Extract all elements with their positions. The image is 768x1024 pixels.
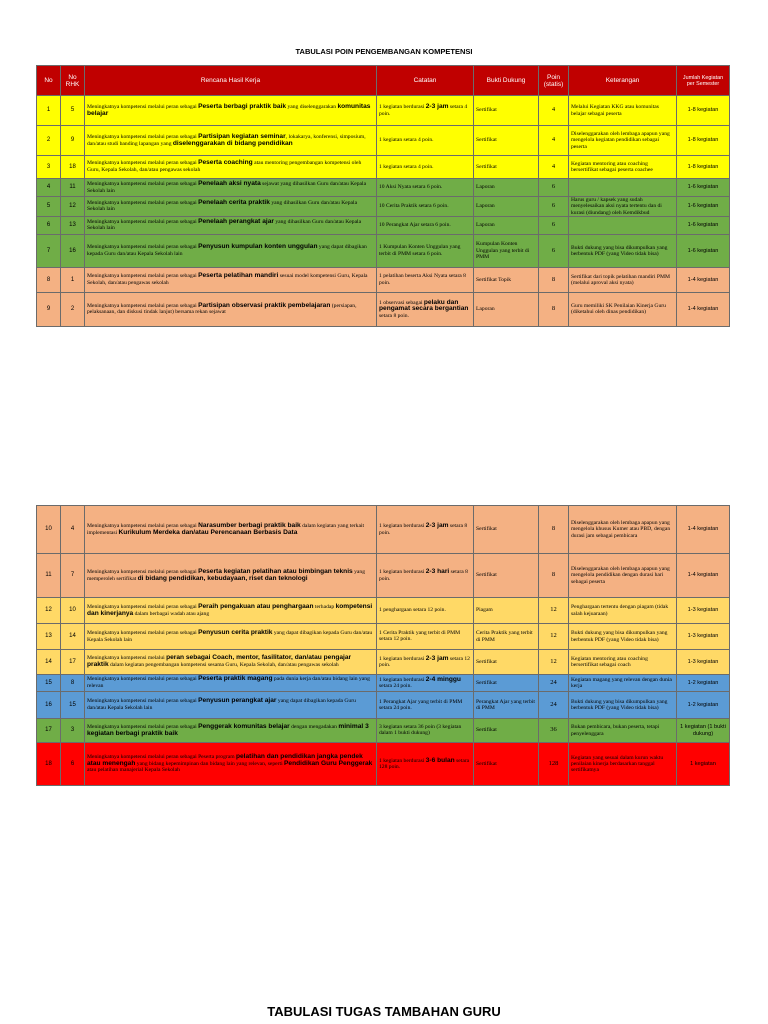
- row-rhk-number: 16: [61, 234, 85, 267]
- jumlah-kegiatan-cell: 1-6 kegiatan: [677, 216, 730, 234]
- catatan-text: setara 4 poin.: [379, 104, 468, 117]
- poin-cell: 4: [539, 96, 569, 126]
- rencana-text: Meningkatnya kompetensi melalui peran sebagai Peserta program: [87, 754, 236, 761]
- table-row: [37, 156, 730, 179]
- jumlah-kegiatan-cell: 1-4 kegiatan: [677, 292, 730, 326]
- catatan-cell: [377, 554, 474, 598]
- table-row: [37, 126, 730, 156]
- rencana-hasil-kerja-cell: [85, 554, 377, 598]
- keterangan-cell: Diselenggarakan oleh lembaga apapun yang mengelola khusus Kumer atau PBD, dengan durasi jam sebagai pembicara: [569, 506, 677, 554]
- row-number: 5: [37, 197, 61, 217]
- row-rhk-number: 11: [61, 179, 85, 197]
- row-rhk-number: 15: [61, 692, 85, 719]
- catatan-cell: [377, 624, 474, 650]
- rencana-emphasis: Peserta praktik magang: [198, 675, 273, 683]
- catatan-cell: [377, 292, 474, 326]
- rencana-emphasis: kompetensi dan kinerjanya: [87, 602, 373, 617]
- rencana-emphasis: Peserta coaching: [198, 159, 253, 167]
- row-number: 7: [37, 234, 61, 267]
- rencana-emphasis: Peserta pelatihan mandiri: [198, 272, 279, 280]
- rencana-emphasis: komunitas belajar: [87, 102, 371, 117]
- poin-cell: 8: [539, 506, 569, 554]
- jumlah-kegiatan-cell: 1-4 kegiatan: [677, 554, 730, 598]
- table-row: [37, 234, 730, 267]
- header-rencana: Rencana Hasil Kerja: [85, 66, 377, 96]
- rencana-text: , lokakarya, konferensi, simposium, dan/atau studi banding lapangan yang: [87, 133, 366, 147]
- catatan-cell: [377, 743, 474, 786]
- bukti-dukung-cell: Sertifikat: [474, 719, 539, 743]
- table-row: [37, 598, 730, 624]
- footer-title: TABULASI TUGAS TAMBAHAN GURU: [267, 1004, 501, 1019]
- catatan-text: setara 8 poin.: [379, 523, 468, 536]
- table-row: [37, 96, 730, 126]
- jumlah-kegiatan-cell: 1-2 kegiatan: [677, 675, 730, 692]
- row-rhk-number: 12: [61, 197, 85, 217]
- catatan-cell: [377, 650, 474, 675]
- keterangan-cell: Kegiatan mentoring atau coaching bersertifikat sebagai peserta coachee: [569, 156, 677, 179]
- row-number: 12: [37, 598, 61, 624]
- rencana-emphasis: Narasumber berbagi praktik baik: [198, 521, 301, 529]
- poin-cell: 12: [539, 624, 569, 650]
- catatan-text: 1 kegiatan berdurasi: [379, 569, 426, 576]
- rencana-text: Meningkatnya kompetensi melalui peran sebagai: [87, 160, 199, 167]
- row-number: 13: [37, 624, 61, 650]
- poin-cell: 36: [539, 719, 569, 743]
- catatan-text: 1 Kumpulan Konten Unggulan yang terbit di PMM setara 6 poin.: [379, 244, 461, 257]
- catatan-cell: [377, 216, 474, 234]
- rencana-text: dalam kegiatan yang terkait implementasi: [87, 522, 365, 536]
- table-row: [37, 216, 730, 234]
- catatan-cell: [377, 719, 474, 743]
- rencana-text: Meningkatnya kompetensi melalui peran sebagai: [87, 723, 199, 730]
- catatan-cell: [377, 179, 474, 197]
- header-catatan: Catatan: [377, 66, 474, 96]
- rencana-text: atau mentoring pengembangan kompetensi oleh Guru, Kepala Sekolah, dan/atau pengawas sekolah: [87, 160, 362, 173]
- rencana-text: yang dihasilkan Guru dan/atau Kepala Sekolah lain: [87, 199, 358, 213]
- catatan-text: 10 Cerita Praktik setara 6 poin.: [379, 203, 449, 210]
- rencana-text: Meningkatnya kompetensi melalui peran sebagai: [87, 522, 199, 529]
- rencana-hasil-kerja-cell: [85, 197, 377, 217]
- poin-cell: 24: [539, 692, 569, 719]
- rencana-emphasis: diselenggarakan di bidang pendidikan: [172, 139, 293, 147]
- keterangan-cell: Melalui Kegiatan KKG atau komunitas belajar sebagai peserta: [569, 96, 677, 126]
- row-rhk-number: 3: [61, 719, 85, 743]
- keterangan-cell: Kegiatan mentoring atau coaching bersertifikat sebagai coach: [569, 650, 677, 675]
- catatan-text: setara 8 poin.: [379, 569, 468, 582]
- rencana-hasil-kerja-cell: [85, 650, 377, 675]
- rencana-emphasis: Penyusun cerita praktik: [198, 628, 273, 636]
- poin-cell: 24: [539, 675, 569, 692]
- rencana-text: yang dapat dibagikan kepada Guru dan/atau Kepala Sekolah lain: [87, 629, 373, 643]
- rencana-hasil-kerja-cell: [85, 624, 377, 650]
- rencana-hasil-kerja-cell: [85, 292, 377, 326]
- row-rhk-number: 10: [61, 598, 85, 624]
- catatan-text: 1 observasi sebagai: [379, 299, 424, 306]
- keterangan-cell: Diselenggarakan oleh lembaga apapun yang mengelola kegiatan pendidikan sebagai peserta: [569, 126, 677, 156]
- rencana-hasil-kerja-cell: [85, 234, 377, 267]
- header-no-rhk: No RHK: [61, 66, 85, 96]
- table-row: [37, 179, 730, 197]
- rencana-text: yang dihasilkan Guru dan/atau Kepala Sekolah lain: [87, 218, 362, 232]
- row-rhk-number: 7: [61, 554, 85, 598]
- row-rhk-number: 1: [61, 267, 85, 292]
- keterangan-cell: Bukti dukung yang bisa dikumpulkan yang berbentuk PDF (yang Video tidak bisa): [569, 692, 677, 719]
- rencana-hasil-kerja-cell: [85, 675, 377, 692]
- table-row: [37, 197, 730, 217]
- row-number: 2: [37, 126, 61, 156]
- row-number: 9: [37, 292, 61, 326]
- table-row: [37, 675, 730, 692]
- rencana-text: Meningkatnya kompetensi melalui peran sebagai: [87, 273, 199, 280]
- keterangan-cell: Kegiatan yang sesuai dalam kurun waktu penilaian kinerja berdasarkan tanggal sertifikatnya: [569, 743, 677, 786]
- rencana-hasil-kerja-cell: [85, 506, 377, 554]
- rencana-emphasis: Peserta kegiatan pelatihan atau bimbingan teknis: [198, 567, 353, 575]
- catatan-cell: [377, 675, 474, 692]
- table-row: [37, 743, 730, 786]
- catatan-text: setara 8 poin.: [379, 312, 409, 319]
- rencana-text: atau pelatihan manajerial Kepala Sekolah: [87, 767, 180, 774]
- catatan-text: 3 kegiatan setara 36 poin (3 kegiatan dalam 1 bukti dukung): [379, 724, 462, 737]
- header-poin: Poin (statis): [539, 66, 569, 96]
- rencana-text: (persiapan, pelaksanaan, dan diskusi tindak lanjut) bersama rekan sejawat: [87, 302, 357, 316]
- rencana-emphasis: Pendidikan Guru Penggerak: [284, 759, 373, 767]
- table-row: [37, 267, 730, 292]
- rencana-hasil-kerja-cell: [85, 743, 377, 786]
- bukti-dukung-cell: Laporan: [474, 197, 539, 217]
- rencana-text: Meningkatnya kompetensi melalui peran sebagai: [87, 199, 199, 206]
- catatan-text: 1 Perangkat Ajar yang terbit di PMM setara 24 poin.: [379, 698, 463, 711]
- table-row: [37, 692, 730, 719]
- catatan-emphasis: 2-3 jam: [425, 522, 449, 530]
- rencana-text: Meningkatnya kompetensi melalui peran sebagai: [87, 302, 199, 309]
- catatan-cell: [377, 197, 474, 217]
- poin-cell: 4: [539, 156, 569, 179]
- rencana-emphasis: Penelaah perangkat ajar: [198, 217, 274, 225]
- rencana-text: yang memperoleh sertifikat: [87, 568, 365, 582]
- row-rhk-number: 14: [61, 624, 85, 650]
- table-row: [37, 624, 730, 650]
- catatan-emphasis: 2-3 jam: [425, 654, 449, 662]
- rencana-text: dalam kegiatan pengembangan kompetensi sesama Guru, Kepala Sekolah, dan/atau pengawas sekolah: [108, 662, 339, 668]
- bukti-dukung-cell: Sertifikat Topik: [474, 267, 539, 292]
- row-rhk-number: 5: [61, 96, 85, 126]
- catatan-text: setara 128 poin.: [379, 757, 470, 771]
- poin-cell: 12: [539, 598, 569, 624]
- rencana-text: sesuai model kompetensi Guru, Kepala Sekolah, dan/atau pengawas sekolah: [87, 273, 368, 286]
- keterangan-cell: Diselenggarakan oleh lembaga apapun yang mengelola pendidikan dengan durasi hari sebagai peserta: [569, 554, 677, 598]
- catatan-emphasis: pelaku dan pengamat secara bergantian: [379, 298, 469, 313]
- keterangan-cell: Bukan pembicara, bukan peserta, tetapi penyelenggara: [569, 719, 677, 743]
- bukti-dukung-cell: Sertifikat: [474, 554, 539, 598]
- bukti-dukung-cell: Piagam: [474, 598, 539, 624]
- row-number: 10: [37, 506, 61, 554]
- catatan-text: 10 Aksi Nyata setara 6 poin.: [379, 184, 443, 191]
- jumlah-kegiatan-cell: 1-3 kegiatan: [677, 624, 730, 650]
- bukti-dukung-cell: Sertifikat: [474, 650, 539, 675]
- catatan-text: 1 kegiatan berdurasi: [379, 676, 426, 683]
- rencana-hasil-kerja-cell: [85, 216, 377, 234]
- keterangan-cell: Harus guru / kapsek yang sudah menyelesaikan aksi nyata tertentu dan di kurasi (diundang) oleh Kemdikbud: [569, 197, 677, 217]
- header-no: No: [37, 66, 61, 96]
- rencana-emphasis: peran sebagai Coach, mentor, fasilitator, dan/atau pengajar praktik: [87, 654, 352, 668]
- header-keterangan: Keterangan: [569, 66, 677, 96]
- bukti-dukung-cell: Laporan: [474, 292, 539, 326]
- catatan-text: 1 pelatihan beserta Aksi Nyata setara 8 poin.: [379, 273, 466, 286]
- row-rhk-number: 4: [61, 506, 85, 554]
- rencana-text: dengan mengadakan: [289, 723, 339, 730]
- catatan-text: 1 penghargaan setara 12 poin.: [379, 607, 446, 614]
- bukti-dukung-cell: Kumpulan Konten Unggulan yang terbit di PMM: [474, 234, 539, 267]
- rencana-emphasis: Partisipan observasi praktik pembelajaran: [198, 301, 331, 309]
- rencana-text: Meningkatnya kompetensi melalui peran sebagai: [87, 133, 199, 140]
- catatan-text: 1 kegiatan setara 4 poin.: [379, 163, 434, 170]
- bukti-dukung-cell: Sertifikat: [474, 96, 539, 126]
- catatan-text: 1 kegiatan berdurasi: [379, 655, 426, 662]
- catatan-text: setara 24 poin.: [379, 683, 412, 690]
- competency-table-bottom: [36, 505, 730, 786]
- catatan-text: 1 kegiatan berdurasi: [379, 523, 426, 530]
- catatan-cell: [377, 234, 474, 267]
- catatan-text: 1 kegiatan setara 4 poin.: [379, 137, 434, 144]
- row-number: 6: [37, 216, 61, 234]
- catatan-cell: [377, 692, 474, 719]
- row-rhk-number: 9: [61, 126, 85, 156]
- rencana-text: yang bidang kepemimpinan dan bidang lain yang relevan, seperti: [135, 760, 285, 767]
- rencana-emphasis: di bidang pendidikan, kebudayaan, riset dan teknologi: [137, 574, 308, 582]
- catatan-cell: [377, 96, 474, 126]
- row-rhk-number: 17: [61, 650, 85, 675]
- row-rhk-number: 18: [61, 156, 85, 179]
- rencana-emphasis: Partisipan kegiatan seminar: [198, 132, 286, 140]
- keterangan-cell: [569, 179, 677, 197]
- rencana-emphasis: Peraih pengakuan atau penghargaan: [198, 602, 314, 610]
- bukti-dukung-cell: Laporan: [474, 216, 539, 234]
- rencana-hasil-kerja-cell: [85, 96, 377, 126]
- rencana-text: yang dapat dibagikan kepada Guru dan/atau Kepala Sekolah lain: [87, 244, 367, 257]
- catatan-cell: [377, 267, 474, 292]
- row-rhk-number: 2: [61, 292, 85, 326]
- rencana-text: sejawat yang dihasilkan Guru dan/atau Kepala Sekolah lain: [87, 180, 367, 194]
- catatan-emphasis: 2-3 hari: [425, 568, 450, 576]
- jumlah-kegiatan-cell: 1 kegiatan (1 bukti dukung): [677, 719, 730, 743]
- jumlah-kegiatan-cell: 1-4 kegiatan: [677, 506, 730, 554]
- bukti-dukung-cell: Sertifikat: [474, 156, 539, 179]
- poin-cell: 6: [539, 179, 569, 197]
- bukti-dukung-cell: Perangkat Ajar yang terbit di PMM: [474, 692, 539, 719]
- rencana-emphasis: Penelaah aksi nyata: [198, 179, 261, 187]
- rencana-text: Meningkatnya kompetensi melalui peran sebagai: [87, 218, 199, 225]
- keterangan-cell: Guru memiliki SK Penilaian Kinerja Guru (diketahui oleh dinas pendidikan): [569, 292, 677, 326]
- rencana-text: Meningkatnya kompetensi melalui peran sebagai: [87, 103, 199, 110]
- bukti-dukung-cell: Sertifikat: [474, 675, 539, 692]
- catatan-text: 1 kegiatan berdurasi: [379, 104, 426, 111]
- rencana-hasil-kerja-cell: [85, 692, 377, 719]
- table-row: [37, 506, 730, 554]
- poin-cell: 6: [539, 197, 569, 217]
- table-row: [37, 719, 730, 743]
- row-rhk-number: 6: [61, 743, 85, 786]
- rencana-text: yang dapat dibagikan kepada Guru dan/atau Kepala Sekolah lain: [87, 698, 356, 711]
- poin-cell: 8: [539, 292, 569, 326]
- catatan-text: 1 kegiatan berdurasi: [379, 757, 426, 764]
- rencana-text: dalam berbagai wadah atau ajang: [133, 610, 210, 617]
- rencana-emphasis: Penelaah cerita praktik: [198, 198, 270, 206]
- poin-cell: 6: [539, 234, 569, 267]
- catatan-emphasis: 2-3 jam: [425, 103, 449, 111]
- jumlah-kegiatan-cell: 1-6 kegiatan: [677, 179, 730, 197]
- rencana-text: Meningkatnya kompetensi melalui: [87, 655, 167, 662]
- catatan-cell: [377, 156, 474, 179]
- page-title: TABULASI POIN PENGEMBANGAN KOMPETENSI: [295, 47, 473, 56]
- rencana-text: Meningkatnya kompetensi melalui peran sebagai: [87, 629, 199, 636]
- keterangan-cell: Sertifikat dari topik pelatihan mandiri PMM (melalui aproval aksi nyata): [569, 267, 677, 292]
- row-rhk-number: 13: [61, 216, 85, 234]
- table-row: [37, 650, 730, 675]
- poin-cell: 128: [539, 743, 569, 786]
- rencana-text: Meningkatnya kompetensi melalui peran sebagai: [87, 244, 199, 251]
- jumlah-kegiatan-cell: 1-6 kegiatan: [677, 234, 730, 267]
- poin-cell: 4: [539, 126, 569, 156]
- row-number: 11: [37, 554, 61, 598]
- bukti-dukung-cell: Sertifikat: [474, 126, 539, 156]
- bukti-dukung-cell: Sertifikat: [474, 743, 539, 786]
- jumlah-kegiatan-cell: 1 kegiatan: [677, 743, 730, 786]
- rencana-emphasis: Penyusun kumpulan konten unggulan: [198, 243, 318, 251]
- jumlah-kegiatan-cell: 1-6 kegiatan: [677, 197, 730, 217]
- keterangan-cell: Penghargaan tertentu dengan piagam (tidak salah kejuaraan): [569, 598, 677, 624]
- keterangan-cell: [569, 216, 677, 234]
- catatan-text: setara 12 poin.: [379, 655, 470, 669]
- rencana-hasil-kerja-cell: [85, 156, 377, 179]
- catatan-cell: [377, 598, 474, 624]
- rencana-emphasis: pelatihan dan pendidikan jangka pendek atau menengah: [87, 753, 363, 767]
- catatan-emphasis: 3-6 bulan: [425, 756, 455, 764]
- catatan-emphasis: 2-4 minggu: [425, 675, 461, 683]
- rencana-emphasis: Peserta berbagi praktik baik: [198, 102, 287, 110]
- jumlah-kegiatan-cell: 1-3 kegiatan: [677, 598, 730, 624]
- header-jumlah: Jumlah Kegiatan per Semester: [677, 66, 730, 96]
- catatan-cell: [377, 506, 474, 554]
- catatan-text: 10 Perangkat Ajar setara 6 poin.: [379, 222, 451, 229]
- catatan-cell: [377, 126, 474, 156]
- poin-cell: 8: [539, 554, 569, 598]
- table-row: [37, 554, 730, 598]
- bukti-dukung-cell: Laporan: [474, 179, 539, 197]
- row-number: 18: [37, 743, 61, 786]
- rencana-text: Meningkatnya kompetensi melalui peran sebagai: [87, 180, 199, 187]
- poin-cell: 8: [539, 267, 569, 292]
- row-number: 4: [37, 179, 61, 197]
- row-rhk-number: 8: [61, 675, 85, 692]
- poin-cell: 12: [539, 650, 569, 675]
- rencana-emphasis: Kurikulum Merdeka dan/atau Perencanaan Berbasis Data: [118, 528, 298, 536]
- header-bukti: Bukti Dukung: [474, 66, 539, 96]
- table-row: [37, 292, 730, 326]
- bukti-dukung-cell: Cerita Praktik yang terbit di PMM: [474, 624, 539, 650]
- row-number: 3: [37, 156, 61, 179]
- jumlah-kegiatan-cell: 1-8 kegiatan: [677, 156, 730, 179]
- jumlah-kegiatan-cell: 1-2 kegiatan: [677, 692, 730, 719]
- rencana-hasil-kerja-cell: [85, 179, 377, 197]
- rencana-text: pada dunia kerja dan/atau bidang lain yang relevan: [87, 676, 370, 689]
- rencana-emphasis: Penyusun perangkat ajar: [198, 697, 277, 705]
- rencana-text: Meningkatnya kompetensi melalui peran sebagai: [87, 698, 199, 705]
- jumlah-kegiatan-cell: 1-3 kegiatan: [677, 650, 730, 675]
- rencana-text: Meningkatnya kompetensi melalui peran sebagai: [87, 568, 199, 575]
- keterangan-cell: Kegiatan magang yang relevan dengan dunia kerja: [569, 675, 677, 692]
- row-number: 16: [37, 692, 61, 719]
- row-number: 14: [37, 650, 61, 675]
- bukti-dukung-cell: Sertifikat: [474, 506, 539, 554]
- row-number: 17: [37, 719, 61, 743]
- rencana-hasil-kerja-cell: [85, 719, 377, 743]
- rencana-hasil-kerja-cell: [85, 598, 377, 624]
- rencana-text: Meningkatnya kompetensi melalui peran sebagai: [87, 603, 199, 610]
- row-number: 1: [37, 96, 61, 126]
- header-row: [37, 66, 730, 96]
- row-number: 8: [37, 267, 61, 292]
- rencana-text: Meningkatnya kompetensi melalui peran sebagai: [87, 676, 199, 683]
- keterangan-cell: Bukti dukung yang bisa dikumpulkan yang berbentuk PDF (yang Video tidak bisa): [569, 234, 677, 267]
- rencana-hasil-kerja-cell: [85, 126, 377, 156]
- jumlah-kegiatan-cell: 1-8 kegiatan: [677, 126, 730, 156]
- jumlah-kegiatan-cell: 1-4 kegiatan: [677, 267, 730, 292]
- rencana-text: yang diselenggarakan: [286, 103, 338, 110]
- competency-table-top: [36, 65, 730, 327]
- jumlah-kegiatan-cell: 1-8 kegiatan: [677, 96, 730, 126]
- rencana-hasil-kerja-cell: [85, 267, 377, 292]
- row-number: 15: [37, 675, 61, 692]
- keterangan-cell: Bukti dukung yang bisa dikumpulkan yang berbentuk PDF (yang Video tidak bisa): [569, 624, 677, 650]
- rencana-text: terhadap: [313, 603, 336, 610]
- rencana-emphasis: Penggerak komunitas belajar: [198, 722, 290, 730]
- rencana-emphasis: minimal 3 kegiatan berbagi praktik baik: [87, 722, 369, 737]
- catatan-text: 1 Cerita Praktik yang terbit di PMM setara 12 poin.: [379, 630, 461, 643]
- poin-cell: 6: [539, 216, 569, 234]
